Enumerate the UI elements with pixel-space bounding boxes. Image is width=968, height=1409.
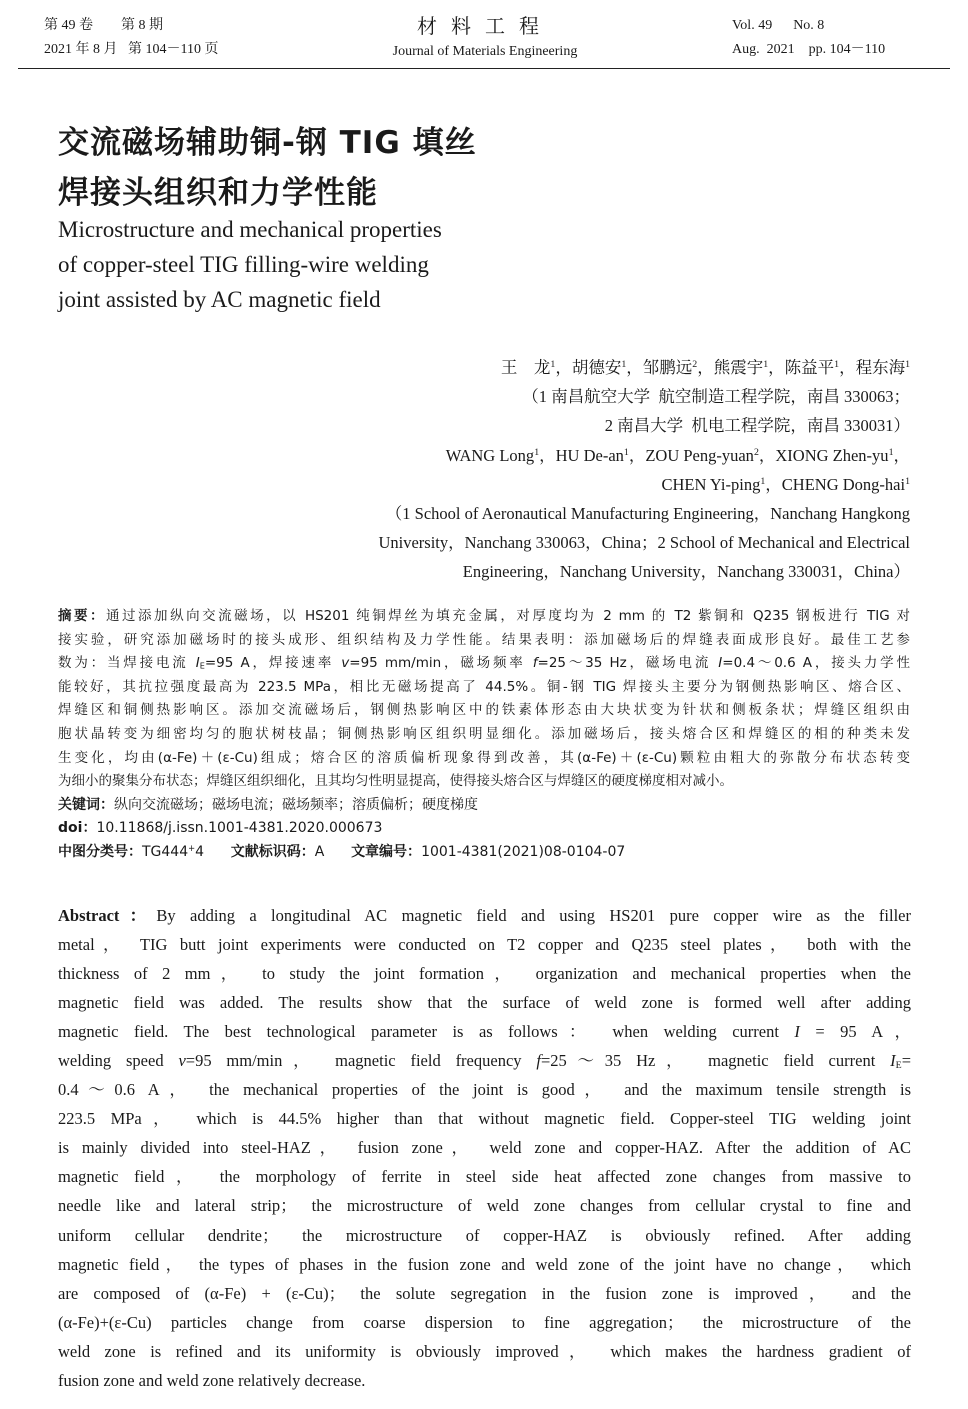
author-line bbox=[378, 499, 910, 528]
text-run: needle like and lateral strip； the microstructure of weld zone changes from cellular crystal to fine and bbox=[58, 1196, 911, 1216]
issue-info bbox=[44, 14, 218, 62]
text-run: magnetic field， the morphology of ferrite in steel side heat affected zone changes from massive to bbox=[58, 1167, 911, 1187]
math-variable: I bbox=[718, 655, 723, 672]
subscript: E bbox=[895, 1060, 902, 1072]
text-run: 为细小的聚集分布状态；焊缝区组织细化，且其均匀性明显提高，使得接头熔合区与焊缝区的硬度梯度相对减小。 bbox=[58, 773, 733, 790]
superscript: 1 bbox=[623, 446, 629, 458]
text-run: ，CHENG Dong-hai bbox=[765, 474, 906, 494]
author-line bbox=[378, 411, 910, 440]
abstract-en-line bbox=[58, 1308, 911, 1337]
volume-issue: 第 49 卷 第 8 期 bbox=[44, 18, 163, 33]
text-run: ，陈益平 bbox=[768, 358, 835, 377]
author-line bbox=[378, 382, 910, 411]
text-run: 能较好，其抗拉强度最高为 223.5 MPa，相比无磁场提高了 44.5%。铜-钢 TIG 焊接头主要分为钢侧热影响区、熔合区、 bbox=[58, 678, 910, 695]
abstract-en-line bbox=[58, 1046, 911, 1075]
classification-label: 中图分类号： bbox=[58, 843, 142, 860]
author-line bbox=[378, 441, 910, 470]
text-run: By adding a longitudinal AC magnetic field and using HS201 pure copper wire as the filler bbox=[156, 906, 911, 925]
text-run: is mainly divided into steel-HAZ， fusion zone， weld zone and copper-HAZ. After the addition of AC bbox=[58, 1138, 911, 1158]
abstract-en-line bbox=[58, 959, 911, 988]
text-run: uniform cellular dendrite； the microstructure of copper-HAZ is obviously refined. After adding bbox=[58, 1225, 911, 1245]
abstract-zh-line bbox=[58, 676, 910, 700]
superscript: 2 bbox=[692, 359, 698, 371]
section-label: Abstract： bbox=[58, 906, 157, 925]
classification-row bbox=[58, 841, 910, 865]
text-run: 223.5 MPa， which is 44.5% higher than that without magnetic field. Copper-steel TIG welding joint bbox=[58, 1109, 911, 1129]
text-run: 王 龙 bbox=[500, 358, 551, 377]
superscript: 1 bbox=[763, 359, 769, 371]
keywords bbox=[58, 794, 910, 818]
text-run: （1 School of Aeronautical Manufacturing Engineering，Nanchang Hangkong bbox=[385, 504, 910, 524]
math-variable: I bbox=[794, 1022, 800, 1042]
keywords-value: 纵向交流磁场；磁场电流；磁场频率；溶质偏析；硬度梯度 bbox=[114, 796, 478, 813]
abstract-zh-line bbox=[58, 652, 910, 676]
text-run: metal， TIG butt joint experiments were conducted on T2 copper and Q235 steel plates， both with the bbox=[58, 935, 911, 955]
doc-code-value: A bbox=[314, 843, 325, 860]
abstract-en-line bbox=[58, 1279, 911, 1308]
math-variable: f bbox=[536, 1051, 541, 1071]
keywords-label: 关键词： bbox=[58, 796, 114, 813]
abstract-en-line bbox=[58, 1017, 911, 1046]
abstract-zh bbox=[58, 605, 910, 865]
text-run: 0.4～0.6 A， the mechanical properties of the joint is good， and the maximum tensile strength is bbox=[58, 1080, 911, 1100]
text-run: ，胡德安 bbox=[555, 358, 622, 377]
superscript: 1 bbox=[534, 446, 540, 458]
abstract-en-line bbox=[58, 1133, 911, 1162]
text-run: ，熊震宇 bbox=[697, 358, 764, 377]
text-run: fusion zone and weld zone relatively decrease. bbox=[58, 1370, 366, 1390]
superscript: 1 bbox=[905, 359, 910, 371]
math-variable: I bbox=[195, 655, 200, 672]
math-variable: f bbox=[532, 655, 538, 672]
text-run: are composed of (α-Fe) + (ε-Cu)； the solute segregation in the fusion zone is improved， and the bbox=[58, 1283, 911, 1303]
volume-issue-en: Vol. 49 No. 8 bbox=[732, 18, 825, 33]
text-run: 2 南昌大学 机电工程学院，南昌 330031） bbox=[604, 416, 910, 436]
text-run: magnetic field was added. The results show that the surface of weld zone is formed well after adding bbox=[58, 993, 911, 1013]
abstract-en-line bbox=[58, 930, 911, 959]
text-run: =95 mm/min，磁场频率 bbox=[349, 655, 533, 672]
abstract-en-line bbox=[58, 1191, 911, 1220]
text-run: = 95 A， bbox=[799, 1022, 912, 1042]
abstract-zh-line bbox=[58, 699, 910, 723]
title-en-line: Microstructure and mechanical properties bbox=[58, 217, 442, 242]
abstract-en-line bbox=[58, 1221, 911, 1250]
text-run: magnetic field. The best technological parameter is as follows： when welding current bbox=[58, 1022, 795, 1042]
math-variable: v bbox=[341, 655, 350, 672]
text-run: welding speed bbox=[58, 1051, 179, 1071]
superscript: 1 bbox=[550, 359, 556, 371]
title-zh-line: 焊接头组织和力学性能 bbox=[58, 175, 378, 211]
text-run: 胞状晶转变为细密均匀的胞状树枝晶；铜侧热影响区组织明显细化。添加磁场后，接头熔合区和焊缝区的相的种类未发 bbox=[58, 725, 910, 742]
text-run: （1 南昌航空大学 航空制造工程学院，南昌 330063； bbox=[522, 387, 910, 407]
math-variable: v bbox=[178, 1051, 186, 1071]
math-variable: I bbox=[890, 1051, 896, 1071]
author-line bbox=[378, 557, 910, 586]
abstract-en-line bbox=[58, 1250, 911, 1279]
text-run: magnetic field， the types of phases in the fusion zone and weld zone of the joint have no change， which bbox=[58, 1254, 911, 1274]
text-run: =95 mm/min， magnetic field frequency bbox=[185, 1051, 537, 1071]
title-en-line: joint assisted by AC magnetic field bbox=[58, 287, 381, 312]
journal-name-en: Journal of Materials Engineering bbox=[392, 44, 578, 59]
text-run: (α-Fe)+(ε-Cu) particles change from coarse dispersion to fine aggregation； the microstructure of the bbox=[58, 1312, 911, 1332]
article-no-value: 1001-4381(2021)08-0104-07 bbox=[421, 843, 626, 860]
abstract-en-line bbox=[58, 988, 911, 1017]
text-run: 焊缝区和铜侧热影响区。添加交流磁场后，钢侧热影响区中的铁素体形态由大块状变为针状和侧板条状；焊缝区组织由 bbox=[58, 702, 910, 719]
abstract-zh-line bbox=[58, 770, 910, 794]
abstract-en-line bbox=[58, 1162, 911, 1191]
abstract-zh-line bbox=[58, 723, 910, 747]
text-run: weld zone is refined and its uniformity is obviously improved， which makes the hardness gradient of bbox=[58, 1341, 911, 1361]
superscript: 1 bbox=[905, 475, 910, 487]
abstract-en bbox=[58, 901, 911, 1395]
title-en bbox=[58, 212, 442, 317]
journal-name-zh: 材料工程 bbox=[417, 16, 553, 38]
text-run: ， bbox=[893, 445, 910, 465]
text-run: ，程东海 bbox=[839, 358, 906, 377]
author-line bbox=[378, 353, 910, 382]
abstract-zh-line bbox=[58, 605, 910, 629]
title-en-line: of copper-steel TIG filling-wire welding bbox=[58, 252, 429, 277]
classification-suffix: 4 bbox=[195, 843, 205, 860]
text-run: ，ZOU Peng-yuan bbox=[628, 445, 754, 465]
text-run: 通过添加纵向交流磁场，以 HS201 纯铜焊丝为填充金属，对厚度均为 2 mm 的 T2 紫铜和 Q235 钢板进行 TIG 对 bbox=[106, 608, 910, 624]
text-run: = bbox=[901, 1051, 911, 1071]
title-zh bbox=[58, 118, 477, 218]
section-label: 摘要： bbox=[58, 608, 107, 624]
issue-info-en bbox=[732, 14, 885, 62]
text-run: =25～35 Hz， magnetic field current bbox=[540, 1051, 891, 1071]
classification-value: TG444 bbox=[142, 843, 189, 860]
superscript: 2 bbox=[753, 446, 759, 458]
superscript: 1 bbox=[621, 359, 627, 371]
doi bbox=[58, 817, 910, 841]
text-run: 生变化，均由(α-Fe)＋(ε-Cu)组成；熔合区的溶质偏析现象得到改善，其(α-Fe)＋(ε-Cu)颗粒由粗大的弥散分布状态转变 bbox=[58, 749, 910, 766]
text-run: ，XIONG Zhen-yu bbox=[758, 445, 889, 465]
abstract-en-line bbox=[58, 1366, 911, 1395]
article-no-label: 文章编号： bbox=[351, 843, 422, 860]
abstract-en-line bbox=[58, 1104, 911, 1133]
text-run: ，HU De-an bbox=[539, 445, 624, 465]
classification-sup: + bbox=[188, 842, 196, 853]
text-run: 接实验，研究添加磁场时的接头成形、组织结构及力学性能。结果表明：添加磁场后的焊缝表面成形良好。最佳工艺参 bbox=[58, 631, 910, 648]
header-divider bbox=[18, 68, 950, 69]
text-run: University，Nanchang 330063，China；2 School of Mechanical and Electrical bbox=[378, 533, 910, 553]
abstract-zh-line bbox=[58, 747, 910, 771]
author-line bbox=[378, 528, 910, 557]
title-zh-line: 交流磁场辅助铜-钢 TIG 填丝 bbox=[58, 125, 477, 161]
superscript: 1 bbox=[888, 446, 894, 458]
doc-code-label: 文献标识码： bbox=[230, 843, 315, 860]
doi-value: 10.11868/j.issn.1001-4381.2020.000673 bbox=[96, 820, 383, 837]
text-run: CHEN Yi-ping bbox=[661, 474, 761, 494]
superscript: 1 bbox=[760, 475, 766, 487]
author-line bbox=[378, 470, 910, 499]
text-run: WANG Long bbox=[445, 445, 535, 465]
text-run: Engineering，Nanchang University，Nanchang 330031，China） bbox=[462, 562, 910, 582]
text-run: =0.4～0.6 A，接头力学性 bbox=[722, 655, 910, 672]
text-run: =25～35 Hz，磁场电流 bbox=[537, 655, 719, 672]
text-run: =95 A，焊接速率 bbox=[204, 655, 342, 672]
abstract-zh-line bbox=[58, 629, 910, 653]
date-pages: 2021 年 8 月 第 104－110 页 bbox=[44, 42, 219, 57]
text-run: thickness of 2 mm， to study the joint formation， organization and mechanical properties when the bbox=[58, 964, 911, 984]
abstract-en-line bbox=[58, 1337, 911, 1366]
abstract-en-line bbox=[58, 1075, 911, 1104]
subscript: E bbox=[199, 660, 205, 671]
abstract-en-line bbox=[58, 901, 911, 930]
journal-name bbox=[340, 14, 630, 64]
doi-label: doi： bbox=[58, 820, 97, 837]
authors-affiliations bbox=[378, 353, 910, 587]
superscript: 1 bbox=[834, 359, 840, 371]
text-run: ，邹鹏远 bbox=[626, 358, 693, 377]
date-pages-en: Aug. 2021 pp. 104－110 bbox=[732, 42, 886, 57]
text-run: 数为：当焊接电流 bbox=[58, 655, 196, 672]
